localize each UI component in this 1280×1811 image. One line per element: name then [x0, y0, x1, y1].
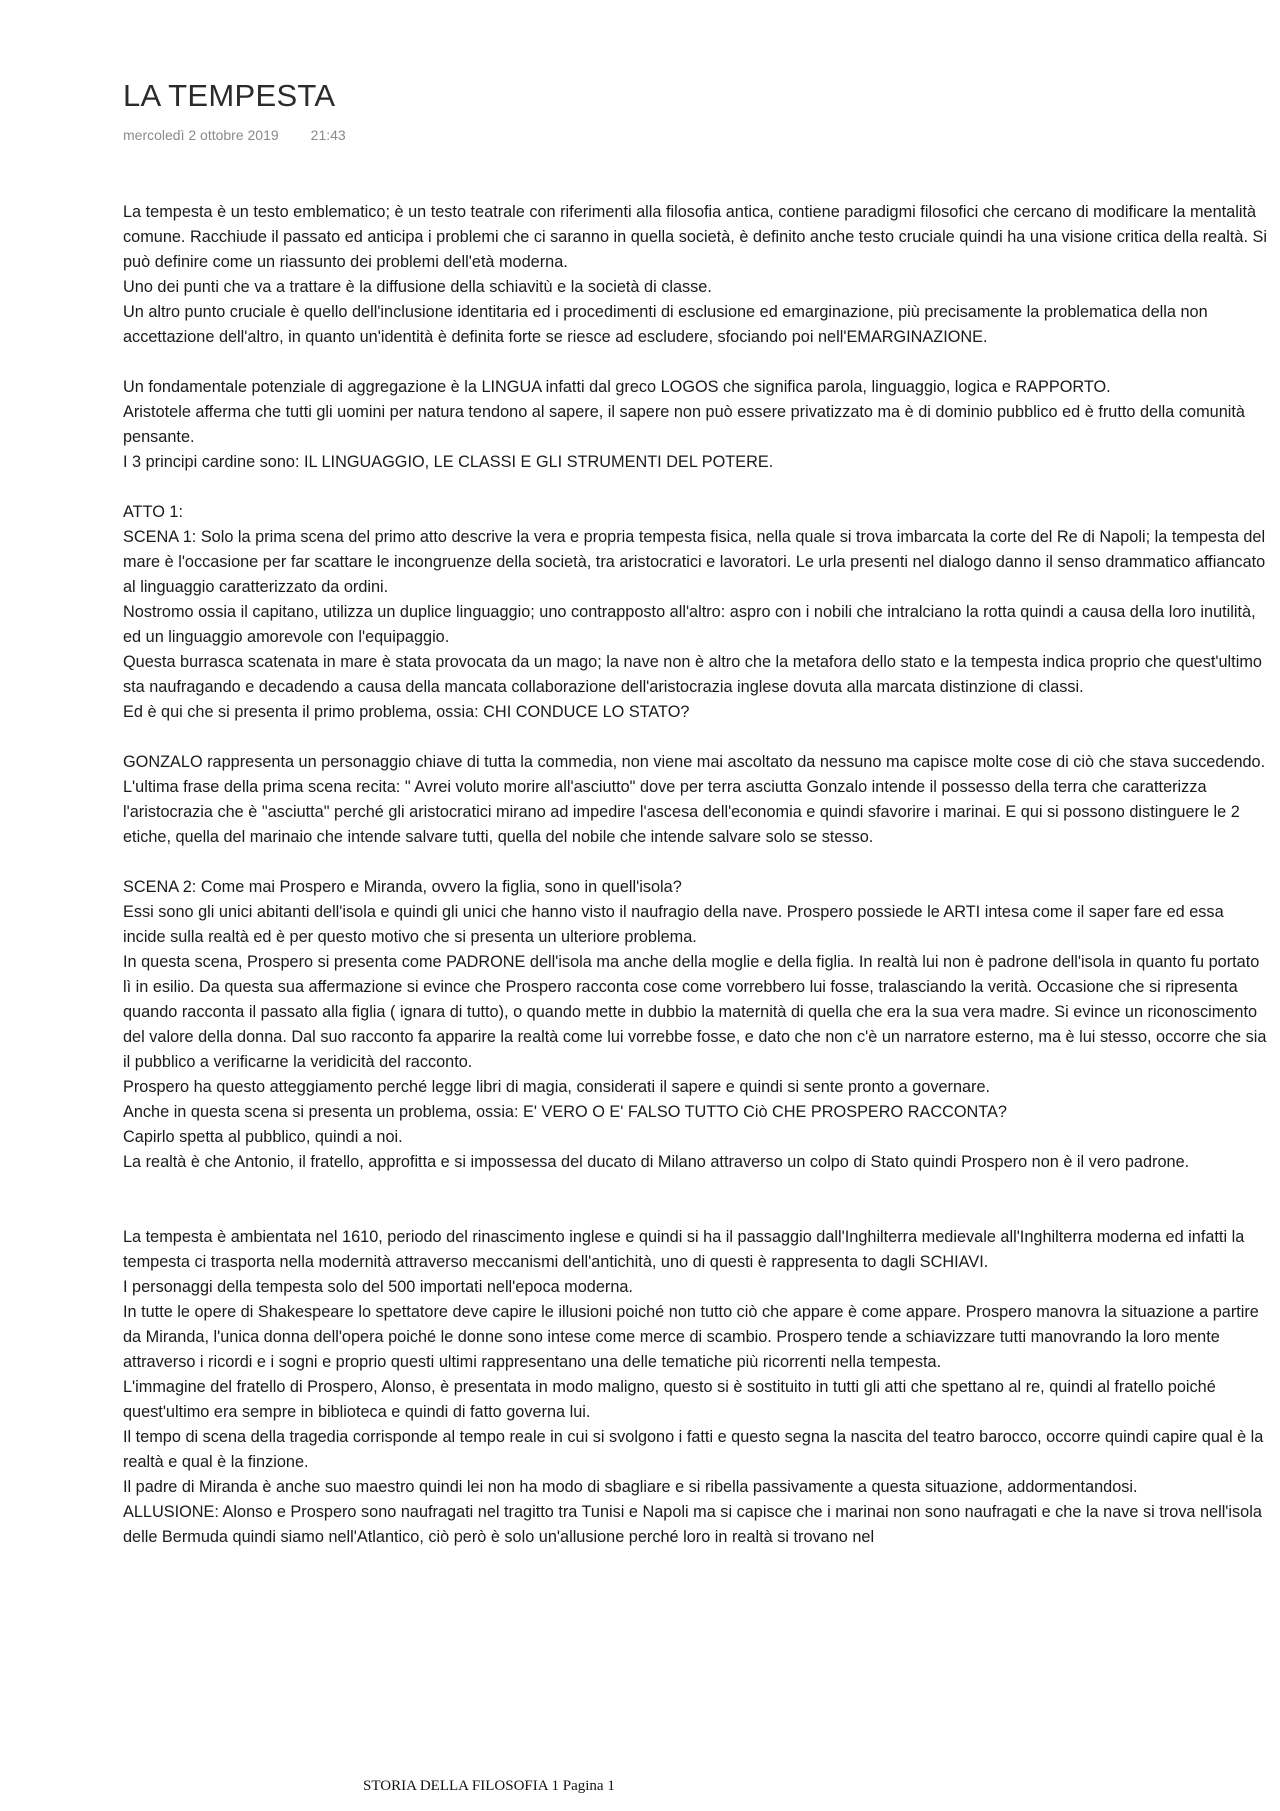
paragraph: Un altro punto cruciale è quello dell'inclusione identitaria ed i procedimenti di esclusione ed emarginazione, più precisamente la problematica della non accettazione dell'altro, in quanto un'identità è definita forte se riesce ad escludere, sfociando poi nell'EMARGINAZIONE.	[123, 303, 1208, 346]
paragraph: In questa scena, Prospero si presenta come PADRONE dell'isola ma anche della moglie e della figlia. In realtà lui non è padrone dell'isola in quanto fu portato lì in esilio. Da questa sua affermazione si evince che Prospero racconta cose come vorrebbero lui fosse, tralasciando la verità. Occasione che si ripresenta quando racconta il passato alla figlia ( ignara di tutto), o quando mette in dubbio la maternità di quella che era la sua vera madre. Si evince un riconoscimento del valore della donna. Dal suo racconto fa apparire la realtà come lui vorrebbe fosse, e dato che non c'è un narratore esterno, ma è lui stesso, occorre che sia il pubblico a verificarne la veridicità del racconto.	[123, 953, 1267, 1071]
paragraph: ATTO 1:	[123, 503, 184, 521]
paragraph: L'immagine del fratello di Prospero, Alonso, è presentata in modo maligno, questo si è sostituito in tutti gli atti che spettano al re, quindi al fratello poiché quest'ultimo era sempre in biblioteca e quindi di fatto governa lui.	[123, 1378, 1216, 1421]
paragraph: Essi sono gli unici abitanti dell'isola e quindi gli unici che hanno visto il naufragio della nave. Prospero possiede le ARTI intesa come il saper fare ed essa incide sulla realtà ed è per questo motivo che si presenta un ulteriore problema.	[123, 903, 1224, 946]
paragraph: Il padre di Miranda è anche suo maestro quindi lei non ha modo di sbagliare e si ribella passivamente a questa situazione, addormentandosi.	[123, 1478, 1138, 1496]
paragraph: GONZALO rappresenta un personaggio chiave di tutta la commedia, non viene mai ascoltato da nessuno ma capisce molte cose di ciò che stava succedendo. L'ultima frase della prima scena recita: " Avrei voluto morire all'asciutto" dove per terra asciutta Gonzalo intende il possesso della terra che caratterizza l'aristocrazia che è "asciutta" perché gli aristocratici mirano ad impedire l'ascesa dell'economia e quindi sfavorire i marinai. E qui si possono distinguere le 2 etiche, quella del marinaio che intende salvare tutti, quella del nobile che intende salvare solo se stesso.	[123, 753, 1266, 846]
paragraph: Nostromo ossia il capitano, utilizza un duplice linguaggio; uno contrapposto all'altro: aspro con i nobili che intralciano la rotta quindi a causa della loro inutilità, ed un linguaggio amorevole con l'equipaggio.	[123, 603, 1256, 646]
paragraph: SCENA 1: Solo la prima scena del primo atto descrive la vera e propria tempesta fisica, nella quale si trova imbarcata la corte del Re di Napoli; la tempesta del mare è l'occasione per far scattare le incongruenze della società, tra aristocratici e lavoratori. Le urla presenti nel dialogo danno il senso drammatico affiancato al linguaggio caratterizzato da ordini.	[123, 528, 1266, 596]
text-section	[123, 200, 1268, 350]
paragraph-spacer	[123, 850, 1268, 875]
paragraph: Ed è qui che si presenta il primo problema, ossia: CHI CONDUCE LO STATO?	[123, 703, 690, 721]
page-footer: STORIA DELLA FILOSOFIA 1 Pagina 1	[363, 1778, 615, 1794]
text-section	[123, 1225, 1268, 1550]
paragraph: Prospero ha questo atteggiamento perché legge libri di magia, considerati il sapere e quindi si sente pronto a governare.	[123, 1078, 991, 1096]
paragraph: Il tempo di scena della tragedia corrisponde al tempo reale in cui si svolgono i fatti e questo segna la nascita del teatro barocco, occorre quindi capire qual è la realtà e qual è la finzione.	[123, 1428, 1264, 1471]
text-section	[123, 875, 1268, 1175]
paragraph: La realtà è che Antonio, il fratello, approfitta e si impossessa del ducato di Milano attraverso un colpo di Stato quindi Prospero non è il vero padrone.	[123, 1153, 1190, 1171]
paragraph: In tutte le opere di Shakespeare lo spettatore deve capire le illusioni poiché non tutto ciò che appare è come appare. Prospero manovra la situazione a partire da Miranda, l'unica donna dell'opera poiché le donne sono intese come merce di scambio. Prospero tende a schiavizzare tutti manovrando la loro mente attraverso i ricordi e i sogni e proprio questi ultimi rappresentano una delle tematiche più ricorrenti nella tempesta.	[123, 1303, 1259, 1371]
page-time: 21:43	[310, 127, 346, 143]
paragraph: Uno dei punti che va a trattare è la diffusione della schiavitù e la società di classe.	[123, 278, 712, 296]
paragraph: La tempesta è un testo emblematico; è un testo teatrale con riferimenti alla filosofia antica, contiene paradigmi filosofici che cercano di modificare la mentalità comune. Racchiude il passato ed anticipa i problemi che ci saranno in quella società, è definito anche testo cruciale quindi ha una visione critica della realtà. Si può definire come un riassunto dei problemi dell'età moderna.	[123, 203, 1267, 271]
paragraph: ALLUSIONE: Alonso e Prospero sono naufragati nel tragitto tra Tunisi e Napoli ma si capisce che i marinai non sono naufragati e che la nave si trova nell'isola delle Bermuda quindi siamo nell'Atlantico, ciò però è solo un'allusione perché loro in realtà si trovano nel	[123, 1503, 1262, 1546]
text-section	[123, 500, 1268, 725]
paragraph: Capirlo spetta al pubblico, quindi a noi.	[123, 1128, 403, 1146]
paragraph: I personaggi della tempesta solo del 500 importati nell'epoca moderna.	[123, 1278, 633, 1296]
paragraph: I 3 principi cardine sono: IL LINGUAGGIO, LE CLASSI E GLI STRUMENTI DEL POTERE.	[123, 453, 774, 471]
page-meta	[123, 127, 346, 143]
paragraph-spacer	[123, 475, 1268, 500]
paragraph-spacer	[123, 350, 1268, 375]
paragraph: SCENA 2: Come mai Prospero e Miranda, ovvero la figlia, sono in quell'isola?	[123, 878, 682, 896]
page-title: LA TEMPESTA	[123, 78, 336, 113]
paragraph: Questa burrasca scatenata in mare è stata provocata da un mago; la nave non è altro che la metafora dello stato e la tempesta indica proprio che quest'ultimo sta naufragando e decadendo a causa della mancata collaborazione dell'aristocrazia inglese dovuta alla marcata distinzione di classi.	[123, 653, 1262, 696]
paragraph-spacer	[123, 1175, 1268, 1225]
text-section	[123, 750, 1268, 850]
paragraph: Anche in questa scena si presenta un problema, ossia: E' VERO O E' FALSO TUTTO Ciò CHE PROSPERO RACCONTA?	[123, 1103, 1007, 1121]
document-body	[123, 200, 1268, 1550]
paragraph: Aristotele afferma che tutti gli uomini per natura tendono al sapere, il sapere non può essere privatizzato ma è di dominio pubblico ed è frutto della comunità pensante.	[123, 403, 1245, 446]
paragraph: La tempesta è ambientata nel 1610, periodo del rinascimento inglese e quindi si ha il passaggio dall'Inghilterra medievale all'Inghilterra moderna ed infatti la tempesta ci trasporta nella modernità attraverso meccanismi dell'antichità, uno di questi è rappresenta to dagli SCHIAVI.	[123, 1228, 1245, 1271]
page-date: mercoledì 2 ottobre 2019	[123, 127, 279, 143]
paragraph: Un fondamentale potenziale di aggregazione è la LINGUA infatti dal greco LOGOS che significa parola, linguaggio, logica e RAPPORTO.	[123, 378, 1111, 396]
paragraph-spacer	[123, 725, 1268, 750]
text-section	[123, 375, 1268, 475]
